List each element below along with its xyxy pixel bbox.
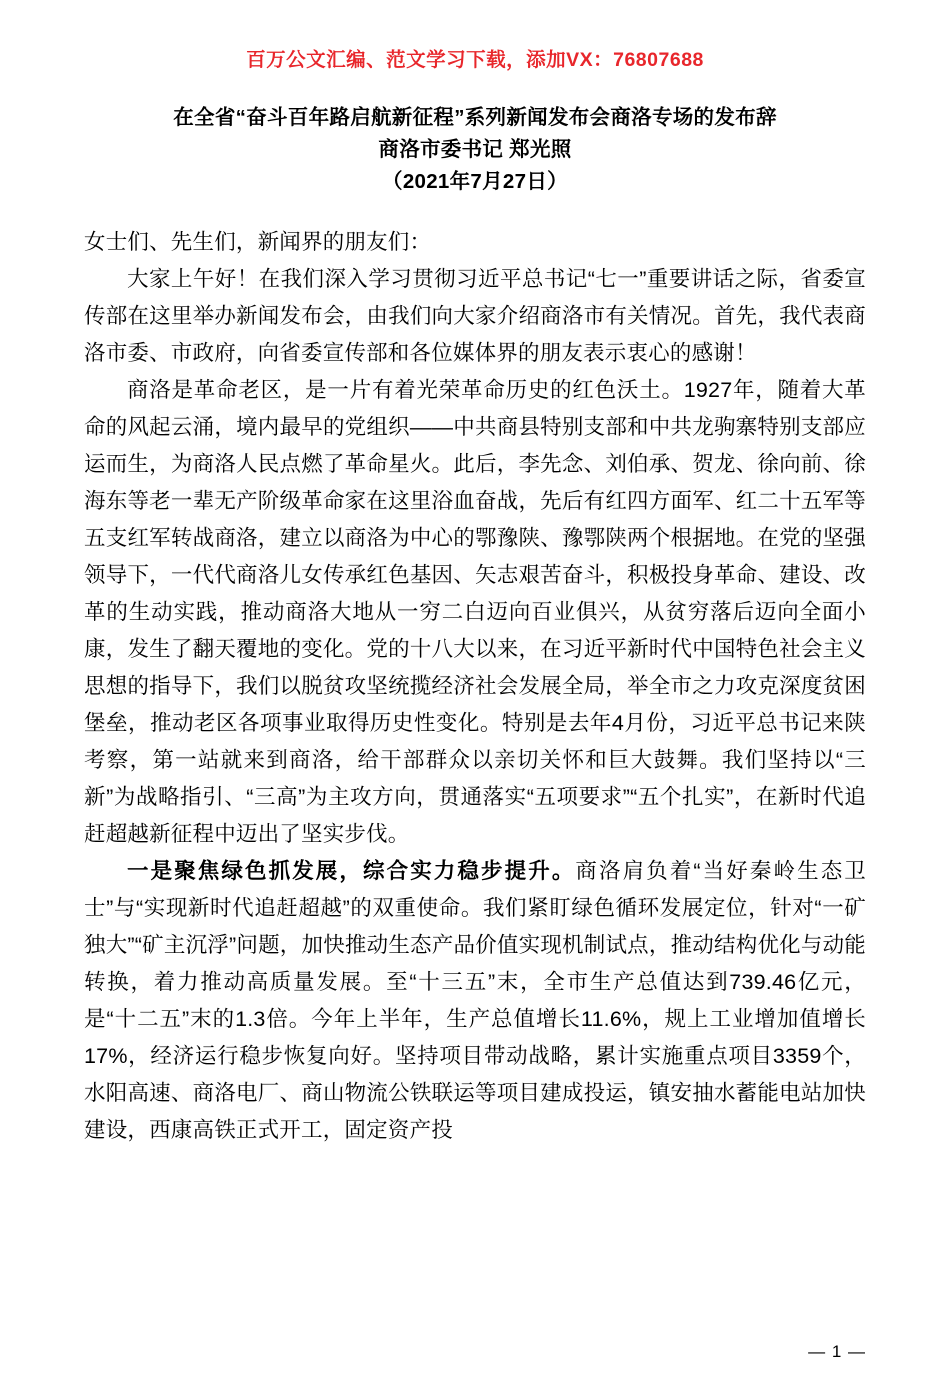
watermark-banner: 百万公文汇编、范文学习下载，添加VX：76807688: [246, 49, 704, 71]
document-date: （2021年7月27日）: [382, 169, 568, 193]
paragraph-history: 商洛是革命老区，是一片有着光荣革命历史的红色沃土。1927年，随着大革命的风起云涌，境内最早的党组织——中共商县特别支部和中共龙驹寨特别支部应运而生，为商洛人民点燃了革命星火。此后，李先念、刘伯承、贺龙、徐向前、徐海东等老一辈无产阶级革命家在这里浴血奋战，先后有红四方面军、红二十五军等五支红军转战商洛，建立以商洛为中心的鄂豫陕、豫鄂陕两个根据地。在党的坚强领导下，一代代商洛儿女传承红色基因、矢志艰苦奋斗，积极投身革命、建设、改革的生动实践，推动商洛大地从一穷二白迈向百业俱兴，从贫穷落后迈向全面小康，发生了翻天覆地的变化。党的十八大以来，在习近平新时代中国特色社会主义思想的指导下，我们以脱贫攻坚统揽经济社会发展全局，举全市之力攻克深度贫困堡垒，推动老区各项事业取得历史性变化。特别是去年4月份，习近平总书记来陕考察，第一站就来到商洛，给干部群众以亲切关怀和巨大鼓舞。我们坚持以“三新”为战略指引、“三高”为主攻方向，贯通落实“五项要求”“五个扎实”，在新时代追赶超越新征程中迈出了坚实步伐。: [84, 378, 866, 846]
paragraph-point-one: [84, 853, 866, 1149]
paragraph-salutation: 女士们、先生们，新闻界的朋友们：: [84, 230, 432, 255]
page-number: — 1 —: [808, 1342, 866, 1361]
paragraph-point-one-lead: 一是聚焦绿色抓发展，综合实力稳步提升。: [127, 858, 576, 883]
document-subtitle: 商洛市委书记 郑光照: [378, 137, 572, 161]
paragraph-greeting: 大家上午好！在我们深入学习贯彻习近平总书记“七一”重要讲话之际，省委宣传部在这里举办新闻发布会，由我们向大家介绍商洛市有关情况。首先，我代表商洛市委、市政府，向省委宣传部和各位媒体界的朋友表示衷心的感谢！: [84, 267, 866, 366]
paragraph-point-one-text: 商洛肩负着“当好秦岭生态卫士”与“实现新时代追赶超越”的双重使命。我们紧盯绿色循环发展定位，针对“一矿独大”“矿主沉浮”问题，加快推动生态产品价值实现机制试点，推动结构优化与动能转换，着力推动高质量发展。至“十三五”末，全市生产总值达到739.46亿元，是“十二五”末的1.3倍。今年上半年，生产总值增长11.6%，规上工业增加值增长17%，经济运行稳步恢复向好。坚持项目带动战略，累计实施重点项目3359个，水阳高速、商洛电厂、商山物流公铁联运等项目建成投运，镇安抽水蓄能电站加快建设，西康高铁正式开工，固定资产投: [84, 858, 866, 1142]
document-body: [84, 224, 866, 1148]
document-page: [0, 44, 950, 1388]
page-title: 在全省“奋斗百年路启航新征程”系列新闻发布会商洛专场的发布辞: [173, 106, 777, 129]
